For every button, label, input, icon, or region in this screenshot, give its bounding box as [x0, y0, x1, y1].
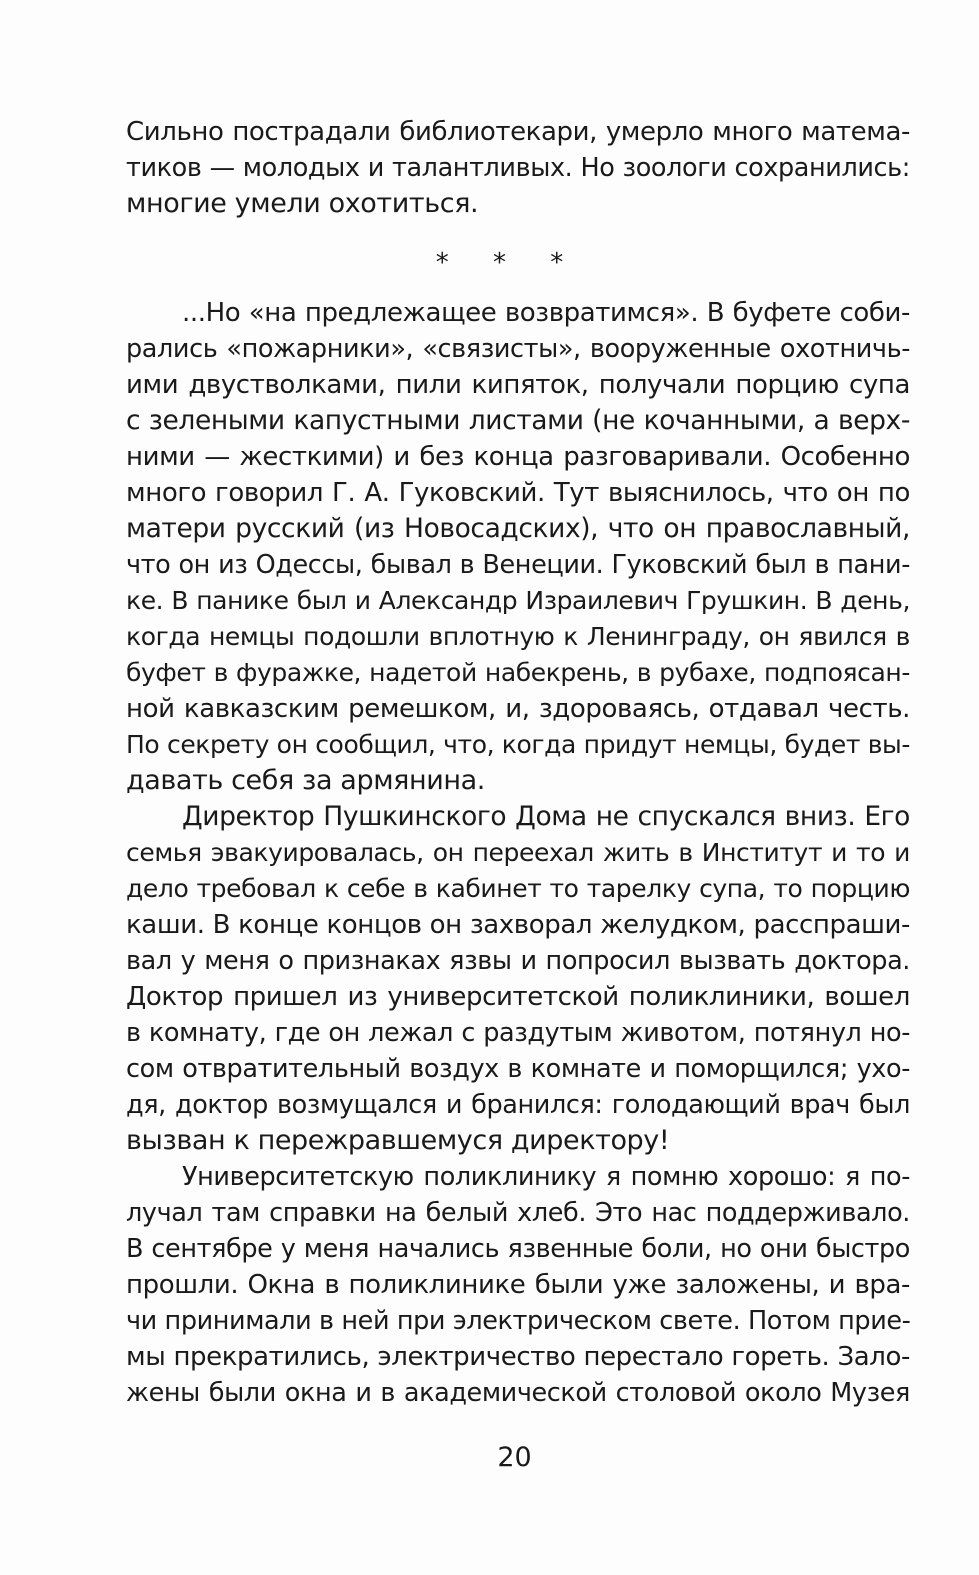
text-line: ...Но «на предлежащее возвратимся». В буфете соби- — [182, 298, 910, 328]
text-line: жены были окна и в академической столовой около Музея — [126, 1378, 910, 1408]
text-line: много говорил Г. А. Гуковский. Тут выяснилось, что он по — [126, 478, 910, 508]
text-line: когда немцы подошли вплотную к Ленинграду, он явился в — [126, 622, 910, 651]
text-line: рались «пожарники», «связисты», вооруженные охотничь- — [126, 334, 910, 364]
text-line: дя, доктор возмущался и бранился: голодающий врач был — [126, 1090, 910, 1120]
text-line: буфет в фуражке, надетой набекрень, в рубахе, подпоясан- — [126, 658, 910, 687]
section-separator: * * * — [435, 248, 582, 278]
main-text — [126, 295, 910, 1411]
text-line: каши. В конце концов он захворал желудком, расспраши- — [126, 910, 910, 940]
text-line: Директор Пушкинского Дома не спускался вниз. Его — [182, 801, 910, 832]
text-line: вызван к пережравшемуся директору! — [126, 1125, 670, 1156]
text-line: дело требовал к себе в кабинет то тарелку супа, то порцию — [126, 874, 910, 903]
page-number: 20 — [497, 1442, 532, 1473]
text-line: что он из Одессы, бывал в Венеции. Гуковский был в пани- — [126, 550, 910, 580]
text-line: ими двустволками, пили кипяток, получали порцию супа — [126, 370, 910, 400]
text-line: в комнату, где он лежал с раздутым животом, потянул но- — [126, 1018, 910, 1048]
text-line: матери русский (из Новосадских), что он православный, — [126, 513, 910, 544]
text-line: семья эвакуировалась, он переехал жить в Институт и то и — [126, 838, 910, 867]
text-line: Университетскую поликлинику я помню хорошо: я по- — [182, 1162, 910, 1192]
text-line: тиков — молодых и талантливых. Но зоологи сохранились: — [126, 153, 910, 183]
text-line: сом отвратительный воздух в комнате и поморщился; ухо- — [126, 1054, 910, 1084]
text-line: чи принимали в ней при электрическом свете. Потом прие- — [126, 1306, 911, 1336]
text-line: ке. В панике был и Александр Израилевич Грушкин. В день, — [126, 586, 910, 615]
text-line: лучал там справки на белый хлеб. Это нас поддерживало. — [126, 1198, 910, 1228]
text-line: мы прекратились, электричество перестало гореть. Зало- — [126, 1342, 910, 1372]
text-line: с зелеными капустными листами (не кочанными, а верх- — [126, 405, 910, 436]
text-line: Сильно пострадали библиотекари, умерло много матема- — [126, 117, 910, 147]
text-line: ной кавказским ремешком, и, здороваясь, отдавал честь. — [126, 694, 910, 724]
text-line: многие умели охотиться. — [126, 188, 479, 219]
text-line: вал у меня о признаках язвы и попросил вызвать доктора. — [126, 946, 910, 976]
text-line: ними — жесткими) и без конца разговаривали. Особенно — [126, 442, 910, 472]
text-line: давать себя за армянина. — [126, 765, 485, 796]
text-line: Доктор пришел из университетской поликлиники, вошел — [126, 982, 910, 1012]
text-line: В сентябре у меня начались язвенные боли, но они быстро — [126, 1234, 910, 1264]
text-line: прошли. Окна в поликлинике были уже заложены, и вра- — [126, 1270, 910, 1300]
intro-paragraph — [126, 114, 910, 222]
text-line: По секрету он сообщил, что, когда придут немцы, будет вы- — [126, 730, 910, 759]
